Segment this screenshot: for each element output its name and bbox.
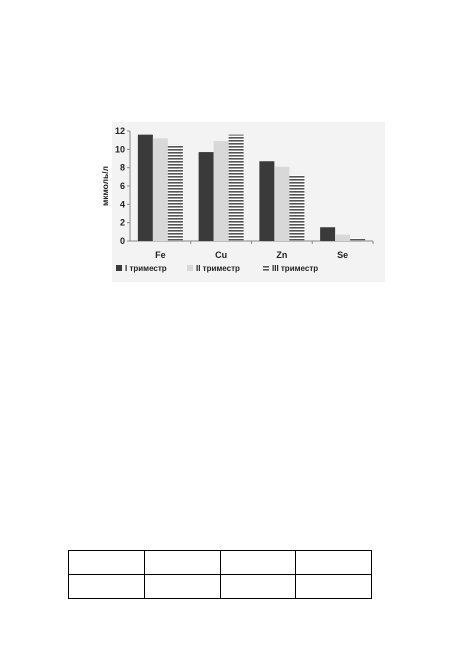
- table-row: [69, 575, 372, 599]
- empty-table: [68, 550, 372, 599]
- legend-label: III триместр: [272, 264, 319, 273]
- chart-panel: [100, 122, 385, 282]
- bar: [229, 135, 244, 241]
- bar: [289, 175, 304, 241]
- bar: [350, 238, 365, 241]
- bar: [138, 135, 153, 241]
- legend: [116, 264, 318, 273]
- legend-swatch: [116, 265, 122, 271]
- y-tick-label: 2: [119, 217, 125, 228]
- table-cell: [69, 575, 145, 599]
- x-tick-label: Fe: [155, 250, 166, 260]
- x-tick-label: Zn: [276, 250, 288, 260]
- legend-label: I триместр: [125, 264, 167, 273]
- table-row: [69, 551, 372, 575]
- table-cell: [296, 551, 372, 575]
- y-tick-label: 10: [114, 144, 125, 155]
- table-cell: [144, 551, 220, 575]
- bar: [335, 235, 350, 241]
- table-cell: [220, 551, 296, 575]
- table-cell: [296, 575, 372, 599]
- bar: [214, 141, 229, 241]
- bar: [320, 227, 335, 241]
- bar: [259, 161, 274, 241]
- legend-swatch: [263, 265, 269, 271]
- y-tick-label: 12: [114, 126, 125, 136]
- y-tick-label: 6: [119, 181, 125, 191]
- legend-label: II триместр: [196, 264, 240, 273]
- table-cell: [220, 575, 296, 599]
- bars: [138, 135, 365, 241]
- table-cell: [69, 551, 145, 575]
- bar: [168, 145, 183, 241]
- y-axis-label: мкмоль/л: [100, 165, 110, 207]
- bar: [153, 138, 168, 241]
- x-tick-label: Se: [337, 250, 349, 260]
- bar: [274, 167, 289, 241]
- bar-chart: [100, 122, 385, 282]
- legend-swatch: [187, 265, 193, 271]
- y-tick-label: 8: [119, 162, 125, 173]
- x-tick-label: Cu: [215, 250, 228, 260]
- y-tick-label: 0: [119, 236, 125, 246]
- table-cell: [144, 575, 220, 599]
- y-tick-label: 4: [119, 199, 125, 210]
- bar: [199, 152, 214, 241]
